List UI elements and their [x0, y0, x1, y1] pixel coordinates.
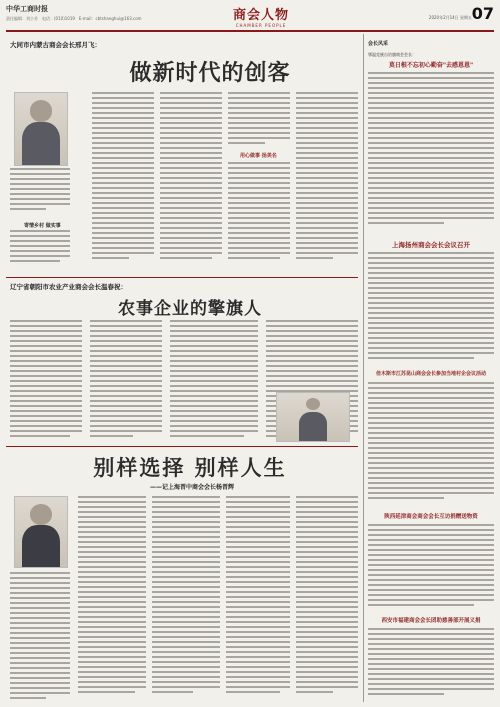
story3-col2-text	[78, 496, 146, 700]
story3-col4-text	[226, 496, 290, 700]
masthead	[6, 4, 494, 32]
story1-intro-text	[10, 168, 70, 216]
page-number: 07	[471, 4, 494, 23]
section-title-cn: 商会人物	[232, 8, 289, 23]
issue-date: 2020年2月14日 星期五	[428, 15, 472, 20]
paper-name: 中华工商时报 责任编辑：刘小芳 电话：(010)1019 E-mail：cbtshanghui@163.com	[6, 4, 176, 22]
story2-col3-text	[170, 320, 258, 440]
story3-col3-text	[152, 496, 220, 700]
sidebar-item1-kicker: 鄂温克族自治旗商会会长：	[368, 52, 416, 57]
sidebar-item4-title: 陕西延津商会商会会长互访捐赠送物资	[384, 514, 478, 520]
story-divider-1	[6, 277, 358, 278]
section-title-en: CHAMBER PEOPLE	[235, 23, 287, 28]
story2-col2-text	[90, 320, 162, 440]
sidebar-column-title: 会长风采	[368, 41, 389, 47]
sidebar-item5-title: 西安市福建商会会长团助慈善部开展义捐	[381, 618, 481, 624]
story1-col5-text	[296, 92, 358, 272]
story3-col1-text	[10, 572, 70, 700]
sidebar-item3-title: 佳木斯市江苏昆山商会会长参加当地村企会议活动	[375, 371, 486, 377]
story2-col1-text	[10, 320, 82, 440]
portrait-photo-1	[14, 92, 68, 166]
sidebar-item5-text	[368, 628, 494, 700]
story2-photo	[276, 392, 350, 442]
portrait-photo-3	[14, 496, 68, 568]
sidebar-item3-text	[368, 382, 494, 502]
story2-kicker: 辽宁省朝阳市农业产业商会会长温春祝：	[10, 283, 127, 291]
sidebar-divider	[363, 34, 364, 702]
masthead-contact: 责任编辑：刘小芳 电话：(010)1019 E-mail：cbtshanghui@163.com	[6, 16, 142, 21]
story-divider-2	[6, 446, 358, 447]
sidebar-item4-text	[368, 524, 494, 610]
sidebar-item1-text	[368, 72, 494, 228]
story1-col4b-text	[228, 162, 290, 272]
story1-col2-text	[92, 92, 154, 272]
sidebar-item2-text	[368, 252, 494, 362]
sidebar-item1-title: 莫日根不忘初心勤奋"去感恩恩"	[388, 62, 474, 69]
story3-subheadline: ——记上海晋中商会会长杨晋辉	[150, 484, 235, 491]
section-title	[216, 4, 306, 28]
story1-col3-text	[160, 92, 222, 272]
story1-subhead-2: 用心做事 扬美名	[240, 153, 277, 159]
sidebar-item2-title: 上海扬州商会会长会议召开	[392, 241, 470, 249]
story1-kicker: 大同市内蒙古商会会长邢月飞：	[10, 41, 101, 49]
story2-headline: 农事企业的擎旗人	[118, 299, 262, 319]
story1-subhead-1: 寄情乡村 做实事	[24, 223, 61, 229]
story3-col5-text	[296, 496, 358, 700]
story3-headline: 别样选择 别样人生	[93, 456, 287, 480]
story1-headline: 做新时代的创客	[129, 61, 291, 86]
story1-col1-text	[10, 230, 70, 266]
